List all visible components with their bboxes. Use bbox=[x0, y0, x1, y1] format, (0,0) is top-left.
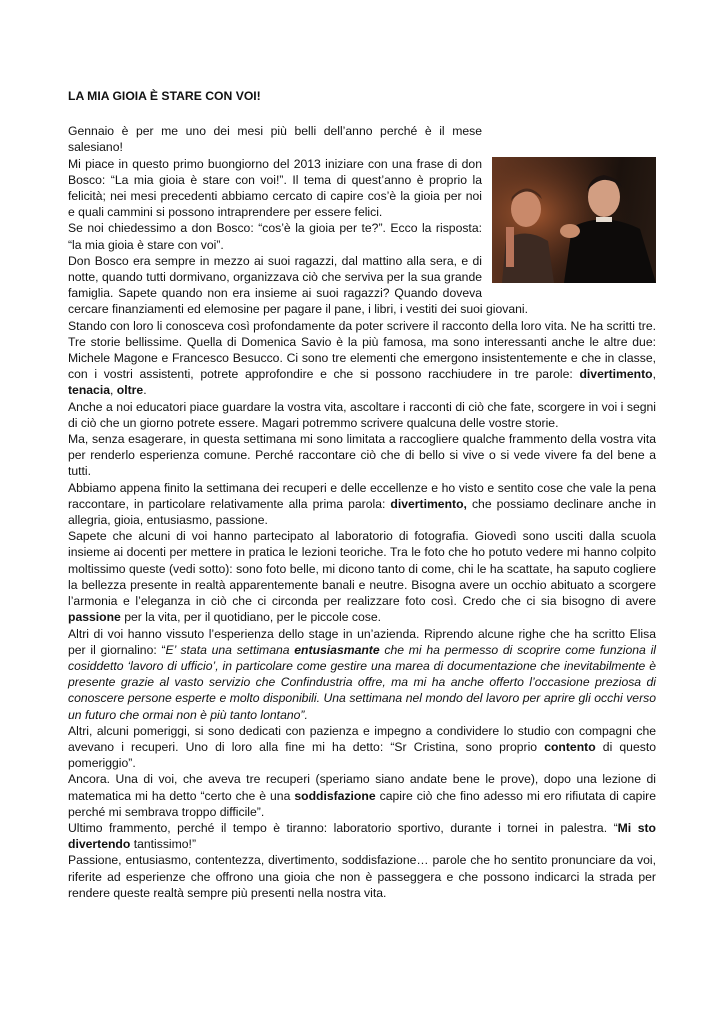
paragraph-11-text: Altri, alcuni pomeriggi, si sono dedicati con pazienza e impegno a condividere lo studio con compagni che avevano i recuperi. Uno di loro alla fine mi ha detto: “Sr Cristina, sono proprio bbox=[68, 723, 656, 754]
paragraph-4: Don Bosco era sempre in mezzo ai suoi ragazzi, dal mattino alla sera, e di notte, quando tutti dormivano, organizzava ciò che serviva per la sua grande famiglia. Sapete quando non era insieme ai suoi ragazzi? Quando doveva cercare finanziamenti ed elemosine per pagare il pane, i libri, i vestiti dei suoi giovani. bbox=[68, 253, 528, 317]
keyword-divertimento: divertimento bbox=[579, 367, 653, 382]
separator: . bbox=[143, 383, 147, 398]
keyword-mi-sto-divertendo: Mi sto divertendo bbox=[68, 820, 656, 852]
keyword-soddisfazione: soddisfazione bbox=[294, 788, 376, 803]
paragraph-13-tail: tantissimo!” bbox=[130, 837, 197, 852]
photo-illustration bbox=[492, 157, 656, 283]
paragraph-12 bbox=[68, 771, 656, 820]
paragraph-7: Ma, senza esagerare, in questa settimana mi sono limitata a raccogliere qualche frammento della vostra vita per renderlo esperienza comune. Perché raccontare ciò che di bello si vive o si vede vivere fa del bene a tutti. bbox=[68, 432, 656, 479]
paragraph-9 bbox=[68, 528, 656, 625]
paragraph-13-text: Ultimo frammento, perché il tempo è tiranno: laboratorio sportivo, durante i tornei in palestra. “ bbox=[68, 820, 618, 835]
paragraph-2: Mi piace in questo primo buongiorno del 2013 iniziare con una frase di don Bosco: “La mia gioia è stare con voi!”. Il tema di quest’anno è proprio la felicità; nei mesi precedenti abbiamo cercato di capire cos’è la gioia per noi e quali cammini si possono intraprendere per essere felici. bbox=[68, 156, 482, 220]
paragraph-8 bbox=[68, 480, 656, 529]
paragraph-8-tail: che possiamo declinare anche in allegria, gioia, entusiasmo, passione. bbox=[68, 496, 656, 528]
keyword-entusiasmante: entusiasmante bbox=[294, 642, 380, 657]
quote-elisa-rest: che mi ha permesso di scoprire come funziona il cosiddetto ‘lavoro di ufficio’, in particolare come gestire una marea di documentazione che inevitabilmente è presente grazie al vasto servizio che Confindustria offre, ma mi ha anche offerto l’occasione preziosa di conoscere persone esperte e molto disponibili. Una settimana nel mondo del lavoro per aprire gli occhi verso un futuro che ormai non è più tanto lontano”. bbox=[68, 642, 656, 722]
separator: , bbox=[110, 383, 117, 398]
paragraph-10-text: Altri di voi hanno vissuto l’esperienza dello stage in un’azienda. Riprendo alcune righe che ha scritto Elisa per il giornalino: “ bbox=[68, 626, 656, 657]
quote-elisa-start: E’ stata una settimana bbox=[165, 642, 295, 657]
paragraph-8-text: Abbiamo appena finito la settimana dei recuperi e delle eccellenze e ho visto e sentito cose che vale la pena raccontare, in particolare relativamente alla prima parola: bbox=[68, 480, 656, 511]
paragraph-3: Se noi chiedessimo a don Bosco: “cos’è la gioia per te?”. Ecco la risposta: “la mia gioia è stare con voi”. bbox=[68, 221, 482, 252]
keyword-oltre: oltre bbox=[116, 383, 144, 398]
keyword-tenacia: tenacia bbox=[68, 383, 111, 398]
paragraph-1: Gennaio è per me uno dei mesi più belli dell’anno perché è il mese salesiano! bbox=[68, 124, 482, 155]
photo-don-bosco-film-still bbox=[492, 157, 656, 283]
paragraph-11 bbox=[68, 723, 656, 772]
paragraph-13 bbox=[68, 820, 656, 852]
keyword-divertimento-2: divertimento, bbox=[390, 496, 467, 511]
paragraph-5 bbox=[68, 318, 656, 399]
keyword-passione: passione bbox=[68, 610, 121, 625]
paragraph-6: Anche a noi educatori piace guardare la vostra vita, ascoltare i racconti di ciò che fate, scorgere in voi i segni di ciò che un giorno potrete essere. Magari potremmo scrivere qualcuna delle vostre storie. bbox=[68, 399, 656, 430]
document-page bbox=[68, 88, 656, 901]
paragraph-5-text: Stando con loro li conosceva così profondamente da poter scrivere il racconto della loro vita. Ne ha scritti tre. Tre storie bellissime. Quella di Domenica Savio è la più famosa, ma sono interessanti anche le altre due: Michele Magone e Francesco Besucco. Ci sono tre elementi che emergono insistentemente e che in classe, con i vostri assistenti, potrete approfondire e che si possono racchiudere in tre parole: bbox=[68, 318, 656, 382]
paragraph-12-text: Ancora. Una di voi, che aveva tre recuperi (speriamo siano andate bene le prove), dopo una lezione di matematica mi ha detto “certo che è una bbox=[68, 772, 656, 803]
paragraph-9-tail: per la vita, per il quotidiano, per le piccole cose. bbox=[120, 610, 381, 625]
keyword-contento: contento bbox=[544, 739, 596, 754]
paragraph-14: Passione, entusiasmo, contentezza, divertimento, soddisfazione… parole che ho sentito pronunciare da voi, riferite ad esperienze che offrono una gioia che non è passeggera e che possono indicarci la strada per rendere queste realtà sempre più presenti nella nostra vita. bbox=[68, 853, 656, 900]
paragraph-9-text: Sapete che alcuni di voi hanno partecipato al laboratorio di fotografia. Giovedì sono usciti dalla scuola insieme ai docenti per mettere in pratica le lezioni teoriche. Tra le foto che ho potuto vedere mi hanno colpito moltissimo queste (vedi sotto): sono foto belle, mi dicono tanto di come, chi le ha scattate, ha saputo cogliere la bellezza presente in realtà apparentemente banali e neutre. Bisogna avere un occhio abituato a scorgere l’armonia e l’eleganza in ciò che ci circonda per realizzare foto così. Credo che ci sia bisogno di avere bbox=[68, 529, 656, 609]
document-title: LA MIA GIOIA È STARE CON VOI! bbox=[68, 89, 261, 103]
paragraph-11-tail: di questo pomeriggio”. bbox=[68, 739, 656, 771]
paragraph-10 bbox=[68, 626, 656, 723]
paragraph-12-tail: capire ciò che fino adesso mi ero rifiutata di capire perché mi sembrava troppo difficile”. bbox=[68, 788, 656, 819]
separator: , bbox=[652, 367, 656, 382]
